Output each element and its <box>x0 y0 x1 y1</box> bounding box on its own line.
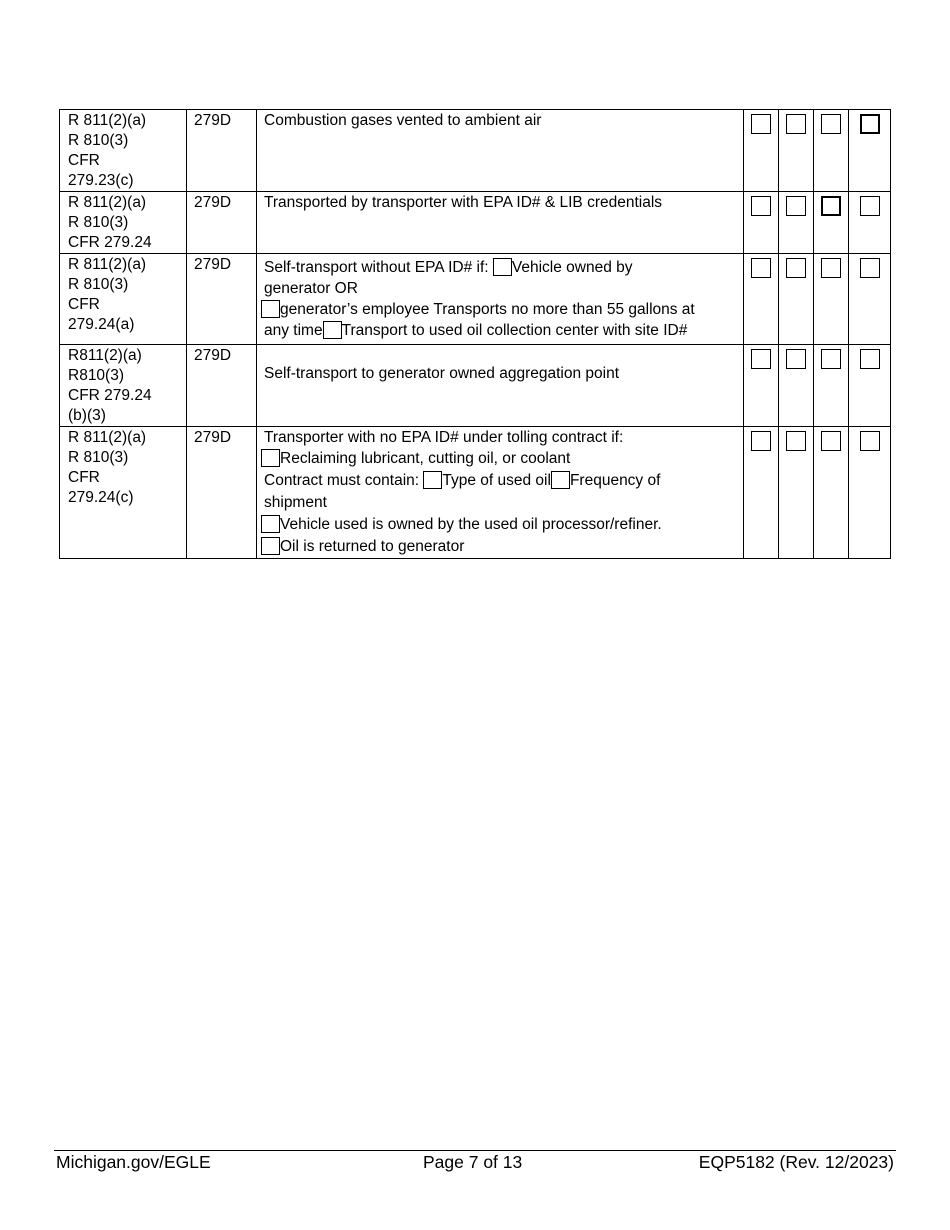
code-cell: 279D <box>187 345 257 427</box>
status-checkbox[interactable] <box>751 258 771 278</box>
collection-center-checkbox[interactable] <box>323 321 342 339</box>
citation-cell <box>60 254 187 345</box>
status-checkbox[interactable] <box>751 114 771 134</box>
status-checkbox[interactable] <box>786 349 806 369</box>
status-column-3 <box>814 345 849 427</box>
citation-line: R 810(3) <box>68 132 129 149</box>
citation-line: CFR 279.24 <box>68 234 152 251</box>
citation-cell <box>60 192 187 254</box>
citation-line: CFR <box>68 469 100 486</box>
table-row <box>60 254 891 345</box>
description-line <box>261 514 739 536</box>
status-checkbox[interactable] <box>860 431 880 451</box>
citation-cell <box>60 427 187 559</box>
description-text: Frequency of <box>569 472 661 489</box>
status-checkbox[interactable] <box>821 114 841 134</box>
vehicle-owned-by-processor-checkbox[interactable] <box>261 515 280 533</box>
status-column-2 <box>779 254 814 345</box>
status-checkbox[interactable] <box>786 196 806 216</box>
description-text: Combustion gases vented to ambient air <box>264 112 542 129</box>
citation-line: 279.24(c) <box>68 489 134 506</box>
citation-line: R 811(2)(a) <box>68 112 147 129</box>
table-row <box>60 192 891 254</box>
description-line <box>261 448 739 470</box>
status-checkbox[interactable] <box>821 258 841 278</box>
status-checkbox[interactable] <box>821 431 841 451</box>
table-row <box>60 110 891 192</box>
citation-line: (b)(3) <box>68 407 106 424</box>
citation-line: R 811(2)(a) <box>68 429 147 446</box>
vehicle-owned-checkbox[interactable] <box>493 258 512 276</box>
status-column-1 <box>744 110 779 192</box>
description-cell <box>257 254 744 345</box>
status-column-1 <box>744 192 779 254</box>
table-row <box>60 345 891 427</box>
citation-line: 279.23(c) <box>68 172 134 189</box>
status-checkbox[interactable] <box>860 258 880 278</box>
citation-line: R 810(3) <box>68 449 129 466</box>
footer-page-number: Page 7 of 13 <box>423 1152 523 1172</box>
status-checkbox[interactable] <box>860 349 880 369</box>
citation-line: R 810(3) <box>68 214 129 231</box>
status-checkbox[interactable] <box>821 196 841 216</box>
description-line <box>264 257 739 278</box>
status-column-4 <box>849 192 891 254</box>
status-checkbox[interactable] <box>786 114 806 134</box>
status-checkbox[interactable] <box>786 431 806 451</box>
table-row <box>60 427 891 559</box>
code-cell: 279D <box>187 427 257 559</box>
status-column-2 <box>779 110 814 192</box>
status-column-4 <box>849 110 891 192</box>
citation-cell <box>60 110 187 192</box>
status-checkbox[interactable] <box>751 431 771 451</box>
description-text: Vehicle owned by <box>511 259 633 276</box>
description-text: Vehicle used is owned by the used oil processor/refiner. <box>280 516 662 533</box>
description-line <box>264 320 739 341</box>
code-cell: 279D <box>187 254 257 345</box>
status-checkbox[interactable] <box>751 349 771 369</box>
citation-line: R 810(3) <box>68 276 129 293</box>
description-text: Type of used oil <box>442 472 551 489</box>
footer-form-id: EQP5182 (Rev. 12/2023) <box>698 1152 894 1172</box>
description-text: Self-transport without EPA ID# if: <box>264 259 493 276</box>
description-line: generator OR <box>264 280 358 297</box>
footer-divider <box>54 1150 896 1151</box>
status-checkbox[interactable] <box>821 349 841 369</box>
description-line: shipment <box>264 494 327 511</box>
description-cell <box>257 345 744 427</box>
description-line <box>261 536 739 558</box>
status-column-3 <box>814 254 849 345</box>
status-checkbox[interactable] <box>860 114 880 134</box>
description-text: generator’s employee Transports no more than 55 gallons at <box>280 301 695 318</box>
status-checkbox[interactable] <box>751 196 771 216</box>
footer-website: Michigan.gov/EGLE <box>56 1152 211 1172</box>
status-column-4 <box>849 427 891 559</box>
status-column-3 <box>814 192 849 254</box>
type-of-used-oil-checkbox[interactable] <box>423 471 442 489</box>
status-column-4 <box>849 254 891 345</box>
citation-line: R 811(2)(a) <box>68 194 147 211</box>
status-column-1 <box>744 254 779 345</box>
citation-line: R811(2)(a) <box>68 347 142 364</box>
status-column-1 <box>744 345 779 427</box>
status-column-2 <box>779 345 814 427</box>
description-text: Reclaiming lubricant, cutting oil, or coolant <box>280 450 571 467</box>
status-checkbox[interactable] <box>860 196 880 216</box>
reclaiming-lubricant-checkbox[interactable] <box>261 449 280 467</box>
code-cell: 279D <box>187 192 257 254</box>
description-text: Transported by transporter with EPA ID# & LIB credentials <box>264 194 663 211</box>
citation-line: CFR <box>68 296 100 313</box>
status-column-2 <box>779 427 814 559</box>
status-column-2 <box>779 192 814 254</box>
description-line <box>261 299 739 320</box>
description-cell <box>257 192 744 254</box>
citation-line: CFR <box>68 152 100 169</box>
citation-cell <box>60 345 187 427</box>
citation-line: 279.24(a) <box>68 316 135 333</box>
description-text: Contract must contain: <box>264 472 424 489</box>
description-text: any time <box>264 322 323 339</box>
citation-line: R810(3) <box>68 367 124 384</box>
description-line <box>264 470 739 492</box>
description-cell <box>257 427 744 559</box>
status-column-3 <box>814 110 849 192</box>
employee-transports-checkbox[interactable] <box>261 300 280 318</box>
frequency-of-shipment-checkbox[interactable] <box>551 471 570 489</box>
citation-line: R 811(2)(a) <box>68 256 147 273</box>
status-column-1 <box>744 427 779 559</box>
citation-line: CFR 279.24 <box>68 387 152 404</box>
oil-returned-checkbox[interactable] <box>261 537 280 555</box>
description-cell <box>257 110 744 192</box>
description-line: Transporter with no EPA ID# under tolling contract if: <box>264 429 624 446</box>
compliance-checklist-table <box>59 109 891 559</box>
description-text: Oil is returned to generator <box>280 538 465 555</box>
status-checkbox[interactable] <box>786 258 806 278</box>
status-column-3 <box>814 427 849 559</box>
description-text: Self-transport to generator owned aggregation point <box>264 365 620 382</box>
description-text: Transport to used oil collection center with site ID# <box>341 322 688 339</box>
status-column-4 <box>849 345 891 427</box>
code-cell: 279D <box>187 110 257 192</box>
